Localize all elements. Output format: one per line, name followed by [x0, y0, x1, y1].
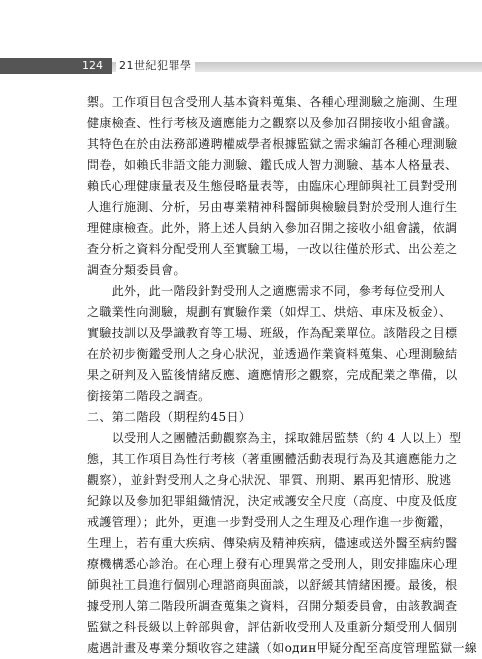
text-line: 以受刑人之團體活動觀察為主，採取雜居監禁（約 4 人以上）型 — [87, 431, 462, 445]
text-line: 之職業性向測驗，規劃有實驗作業（如焊工、烘焙、車床及板金）、 — [87, 305, 452, 319]
text-line: 師與社工員進行個別心理諮商與面談，以舒緩其情緒困擾。最後，根 — [87, 578, 458, 592]
text-line: 果之研判及入監後情緒反應、適應情形之觀察，完成配業之準備，以 — [87, 368, 458, 382]
text-line: 據受刑人第二階段所調查蒐集之資料，召開分類委員會，由該教調查 — [87, 599, 458, 613]
text-line: 調查分類委員會。 — [87, 263, 186, 277]
text-line: 銜接第二階段之調查。 — [87, 389, 211, 403]
text-line: 紀錄以及參加犯罪組織情況，決定戒護安全尺度（高度、中度及低度 — [87, 494, 458, 508]
book-title: 21世紀犯罪學 — [116, 58, 195, 73]
text-line: 療機構悉心診治。在心理上發有心理異常之受刑人，則安排臨床心理 — [87, 557, 458, 571]
text-line: 健康檢查、性行考核及適應能力之觀察以及參加召開接收小組會議。 — [87, 116, 458, 130]
text-line: 賴氏心理健康量表及生態侵略量表等，由臨床心理師與社工員對受刑 — [87, 179, 458, 193]
text-line: 其特色在於由法務部遴聘權威學者根據監獄之需求編訂各種心理測驗 — [87, 137, 458, 151]
text-line: 態，其工作項目為性行考核（著重團體活動表現行為及其適應能力之 — [87, 452, 458, 466]
text-line: 戒護管理）；此外，更進一步對受刑人之生理及心理作進一步衡鑑， — [87, 515, 452, 529]
text-line: 問卷，如賴氏非語文能力測驗、鑑氏成人智力測驗、基本人格量表、 — [87, 158, 458, 172]
text-line: 查分析之資料分配受刑人至實驗工場，一改以往僅於形式、出公差之 — [87, 242, 458, 256]
page-number: 124 — [82, 59, 103, 72]
text-line: 生理上，若有重大疾病、傳染病及精神疾病，儘速或送外醫至病約醫 — [87, 536, 458, 550]
text-line: 在於初步衡鑑受刑人之身心狀況，並透過作業資料蒐集、心理測驗結 — [87, 347, 458, 361]
text-line: 處遇計畫及專業分類收容之建議（如один甲疑分配至高度管理監獄一線 — [87, 641, 478, 655]
section-heading: 二、第二階段（期程約45日） — [87, 410, 252, 424]
text-line: 禦。工作項目包含受刑人基本資料蒐集、各種心理測驗之施測、生理 — [87, 95, 458, 109]
text-line: 觀察），並針對受刑人之身心狀況、罪質、刑期、累再犯情形、脫逃 — [87, 473, 452, 487]
text-line: 監獄之科長級以上幹部與會，評估新收受刑人及重新分類受刑人個別 — [87, 620, 458, 634]
text-line: 理健康檢查。此外，將上述人員納入參加召開之接收小組會議，依調 — [87, 221, 458, 235]
text-line: 此外，此一階段針對受刑人之適應需求不同，參考每位受刑人 — [87, 284, 446, 298]
text-line: 實驗技訓以及學識教育等工場、班級，作為配業單位。該階段之目標 — [87, 326, 458, 340]
body-text — [87, 92, 478, 659]
text-line: 人進行施測、分析，另由專業精神科醫師與檢驗員對於受刑人進行生 — [87, 200, 458, 214]
page-header — [0, 58, 482, 74]
